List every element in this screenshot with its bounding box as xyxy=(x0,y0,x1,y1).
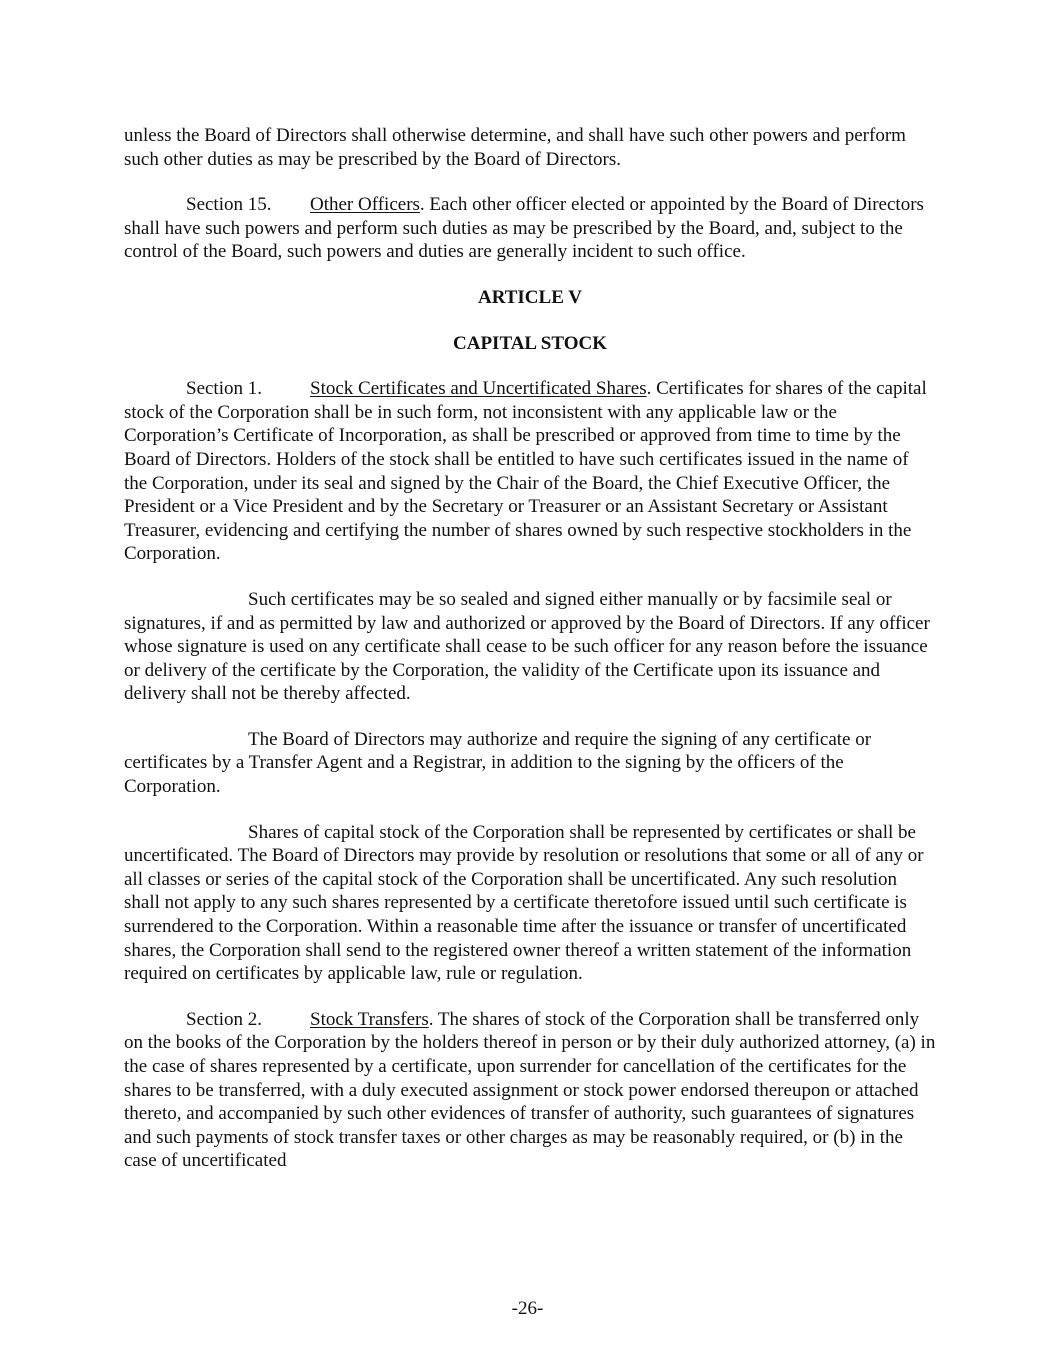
section-1-body: . Certificates for shares of the capital stock of the Corporation shall be in such form, not inconsistent with any applicable law or the Corporation’s Certificate of Incorporation, as shall be prescribed or approved from time to time by the Board of Directors. Holders of the stock shall be entitled to have such certificates issued in the name of the Corporation, under its seal and signed by the Chair of the Board, the Chief Executive Officer, the President or a Vice President and by the Secretary or Treasurer or an Assistant Secretary or Assistant Treasurer, evidencing and certifying the number of shares owned by such respective stockholders in the Corporation. xyxy=(124,378,927,565)
document-page xyxy=(124,124,936,1195)
section-1-number: Section 1. xyxy=(186,378,262,400)
section-1-paragraph-4: Shares of capital stock of the Corporation shall be represented by certificates or shall be uncertificated. The Board of Directors may provide by resolution or resolutions that some or all of any or all classes or series of the capital stock of the Corporation shall be uncertificated. Any such resolution shall not apply to any such shares represented by a certificate theretofore issued until such certificate is surrendered to the Corporation. Within a reasonable time after the issuance or transfer of uncertificated shares, the Corporation shall send to the registered owner thereof a written statement of the information required on certificates by applicable law, rule or regulation. xyxy=(124,821,924,985)
article-heading: ARTICLE V xyxy=(477,286,583,308)
section-2-title: Stock Transfers xyxy=(310,1008,429,1030)
section-1-title: Stock Certificates and Uncertificated Shares xyxy=(310,378,647,400)
section-1-paragraph-3: The Board of Directors may authorize and require the signing of any certificate or certificates by a Transfer Agent and a Registrar, in addition to the signing by the officers of the Corporation. xyxy=(124,728,872,798)
continuation-paragraph xyxy=(124,124,936,171)
section-2-paragraph xyxy=(124,1008,936,1173)
section-15-paragraph xyxy=(124,193,936,264)
section-1-paragraph xyxy=(124,377,936,566)
section-2-body: . The shares of stock of the Corporation shall be transferred only on the books of the Corporation by the holders thereof in person or by their duly authorized attorney, (a) in the case of shares represented by a certificate, upon surrender for cancellation of the certificates for the shares to be transferred, with a duly executed assignment or stock power endorsed thereupon or attached thereto, and accompanied by such other evidences of transfer of authority, such guarantees of signatures and such payments of stock transfer taxes or other charges as may be reasonably required, or (b) in the case of uncertificated xyxy=(124,1008,936,1172)
section-15-title: Other Officers xyxy=(310,194,420,216)
section-15-body: . Each other officer elected or appointed by the Board of Directors shall have such powers and perform such duties as may be prescribed by the Board, and, subject to the control of the Board, such powers and duties are generally incident to such office. xyxy=(124,194,924,263)
article-subheading: CAPITAL STOCK xyxy=(453,332,607,354)
section-15-number: Section 15. xyxy=(186,194,272,216)
continuation-text: unless the Board of Directors shall otherwise determine, and shall have such other powers and perform such other duties as may be prescribed by the Board of Directors. xyxy=(124,125,906,170)
page-number: -26- xyxy=(511,1298,544,1319)
section-2-number: Section 2. xyxy=(186,1008,262,1030)
section-1-paragraph-2: Such certificates may be so sealed and signed either manually or by facsimile seal or signatures, if and as permitted by law and authorized or approved by the Board of Directors. If any officer whose signature is used on any certificate shall cease to be such officer for any reason before the issuance or delivery of the certificate by the Corporation, the validity of the Certificate upon its issuance and delivery shall not be thereby affected. xyxy=(124,588,930,705)
